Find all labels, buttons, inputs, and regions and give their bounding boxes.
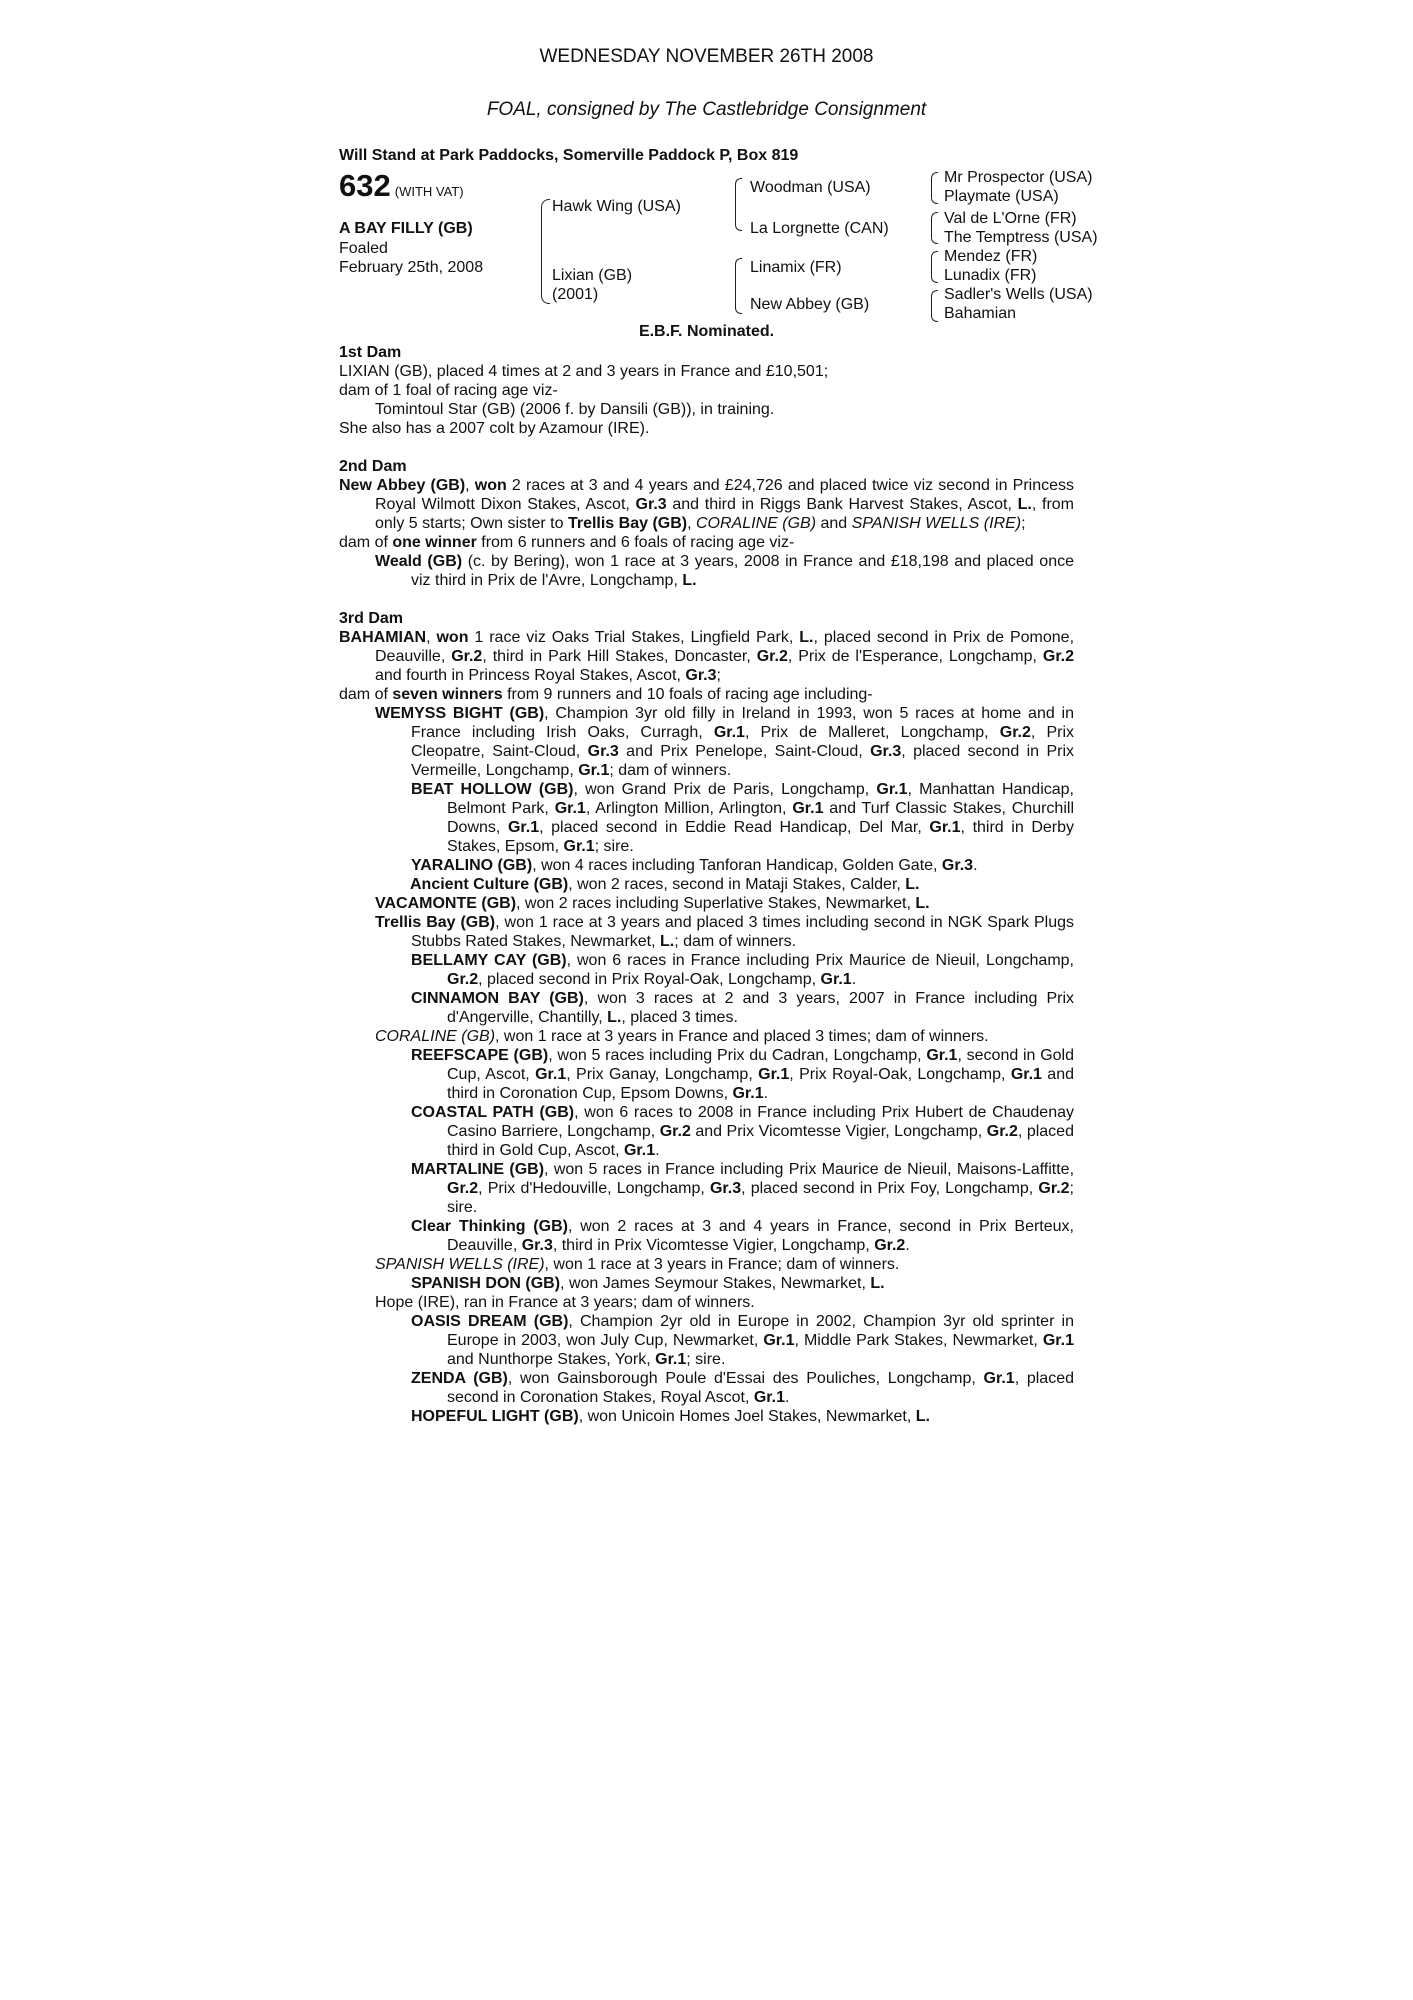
- pedigree-brace-g4: [931, 290, 938, 322]
- pedigree-brace-dam: [735, 258, 742, 314]
- pedigree-sire-dam: La Lorgnette (CAN): [750, 220, 889, 237]
- entry-coastal-path: COASTAL PATH (GB), won 6 races to 2008 in France including Prix Hubert de Chaudenay Casino Barriere, Longchamp, Gr.2 and Prix Vicomtesse Vigier, Longchamp, Gr.2, placed third in Gold Cup, Ascot, Gr.1.: [411, 1104, 1074, 1159]
- pedigree-g1: Mr Prospector (USA): [944, 169, 1093, 186]
- lot-number-block: [339, 168, 464, 204]
- entry-reefscape: REEFSCAPE (GB), won 5 races including Prix du Cadran, Longchamp, Gr.1, second in Gold Cup, Ascot, Gr.1, Prix Ganay, Longchamp, Gr.1, Prix Royal-Oak, Longchamp, Gr.1 and third in Coronation Cup, Epsom Downs, Gr.1.: [411, 1047, 1075, 1102]
- pedigree-brace-g3: [931, 251, 938, 283]
- entry-zenda: ZENDA (GB), won Gainsborough Poule d'Essai des Pouliches, Longchamp, Gr.1, placed second in Coronation Stakes, Royal Ascot, Gr.1.: [411, 1370, 1074, 1406]
- first-dam-line-1: LIXIAN (GB), placed 4 times at 2 and 3 years in France and £10,501;: [339, 363, 829, 380]
- vat-note: (WITH VAT): [394, 184, 464, 199]
- entry-spanish-wells: SPANISH WELLS (IRE), won 1 race at 3 years in France; dam of winners.: [375, 1256, 900, 1273]
- second-dam-para-3: Weald (GB) (c. by Bering), won 1 race at 3 years, 2008 in France and £18,198 and placed once viz third in Prix de l'Avre, Longchamp, L.: [375, 553, 1074, 589]
- entry-coraline: CORALINE (GB), won 1 race at 3 years in France and placed 3 times; dam of winners.: [375, 1028, 989, 1045]
- entry-wemyss-bight: WEMYSS BIGHT (GB), Champion 3yr old filly in Ireland in 1993, won 5 races at home and in France including Irish Oaks, Curragh, Gr.1, Prix de Malleret, Longchamp, Gr.2, Prix Cleopatre, Saint-Cloud, Gr.3 and Prix Penelope, Saint-Cloud, Gr.3, placed second in Prix Vermeille, Longchamp, Gr.1; dam of winners.: [375, 705, 1075, 779]
- entry-martaline: MARTALINE (GB), won 5 races in France including Prix Maurice de Nieuil, Maisons-Laffitte, Gr.2, Prix d'Hedouville, Longchamp, Gr.3, placed second in Prix Foy, Longchamp, Gr.2; sire.: [411, 1161, 1075, 1216]
- second-dam-para-2: dam of one winner from 6 runners and 6 foals of racing age viz-: [339, 534, 795, 551]
- ebf-text: E.B.F. Nominated.: [638, 323, 775, 340]
- pedigree-dam-dam: New Abbey (GB): [750, 296, 870, 313]
- pedigree-brace-main: [541, 199, 550, 304]
- entry-spanish-don: SPANISH DON (GB), won James Seymour Stakes, Newmarket, L.: [411, 1275, 885, 1292]
- entry-cinnamon-bay: CINNAMON BAY (GB), won 3 races at 2 and 3 years, 2007 in France including Prix d'Angerville, Chantilly, L., placed 3 times.: [411, 990, 1075, 1026]
- pedigree-brace-sire: [735, 178, 742, 231]
- pedigree-notes: [339, 343, 1074, 1426]
- second-dam-heading: 2nd Dam: [339, 458, 407, 475]
- entry-hopeful-light: HOPEFUL LIGHT (GB), won Unicoin Homes Joel Stakes, Newmarket, L.: [411, 1408, 930, 1425]
- pedigree-dam: Lixian (GB): [552, 267, 633, 284]
- pedigree-brace-g2: [931, 212, 938, 244]
- first-dam-line-3: Tomintoul Star (GB) (2006 f. by Dansili (GB)), in training.: [375, 401, 775, 418]
- pedigree-g2: Playmate (USA): [944, 188, 1059, 205]
- second-dam-para-1: New Abbey (GB), won 2 races at 3 and 4 years and £24,726 and placed twice viz second in Princess Royal Wilmott Dixon Stakes, Ascot, Gr.3 and third in Riggs Bank Harvest Stakes, Ascot, L., from only 5 starts; Own sister to Trellis Bay (GB), CORALINE (GB) and SPANISH WELLS (IRE);: [339, 477, 1075, 532]
- entry-yaralino: YARALINO (GB), won 4 races including Tanforan Handicap, Golden Gate, Gr.3.: [411, 857, 978, 874]
- entry-ancient-culture: Ancient Culture (GB), won 2 races, second in Mataji Stakes, Calder, L.: [410, 876, 920, 893]
- lot-number: 632: [339, 168, 391, 203]
- sale-date: WEDNESDAY NOVEMBER 26TH 2008: [539, 46, 874, 67]
- pedigree-dam-year: (2001): [552, 286, 599, 303]
- entry-beat-hollow: BEAT HOLLOW (GB), won Grand Prix de Paris, Longchamp, Gr.1, Manhattan Handicap, Belmont Park, Gr.1, Arlington Million, Arlington, Gr.1 and Turf Classic Stakes, Churchill Downs, Gr.1, placed second in Eddie Read Handicap, Del Mar, Gr.1, third in Derby Stakes, Epsom, Gr.1; sire.: [411, 781, 1075, 855]
- pedigree-g5: Mendez (FR): [944, 248, 1038, 265]
- pedigree-g3: Val de L'Orne (FR): [944, 210, 1077, 227]
- ebf-nominated: [0, 323, 1413, 341]
- stand-location: Will Stand at Park Paddocks, Somerville Paddock P, Box 819: [339, 147, 799, 164]
- foaled-info: [339, 239, 483, 277]
- pedigree-g6: Lunadix (FR): [944, 267, 1037, 284]
- first-dam-heading: 1st Dam: [339, 344, 402, 361]
- entry-trellis-bay: Trellis Bay (GB), won 1 race at 3 years and placed 3 times including second in NGK Spark Plugs Stubbs Rated Stakes, Newmarket, L.; dam of winners.: [375, 914, 1074, 950]
- consignment-line: FOAL, consigned by The Castlebridge Consignment: [486, 99, 927, 120]
- third-dam-bahamian: BAHAMIAN, won 1 race viz Oaks Trial Stakes, Lingfield Park, L., placed second in Prix de Pomone, Deauville, Gr.2, third in Park Hill Stakes, Doncaster, Gr.2, Prix de l'Esperance, Longchamp, Gr.2 and fourth in Princess Royal Stakes, Ascot, Gr.3;: [339, 629, 1075, 684]
- entry-oasis-dream: OASIS DREAM (GB), Champion 2yr old in Europe in 2002, Champion 3yr old sprinter in Europe in 2003, won July Cup, Newmarket, Gr.1, Middle Park Stakes, Newmarket, Gr.1 and Nunthorpe Stakes, York, Gr.1; sire.: [411, 1313, 1074, 1368]
- pedigree-sire-sire: Woodman (USA): [750, 179, 871, 196]
- foaled-label: Foaled: [339, 240, 388, 257]
- first-dam-line-4: She also has a 2007 colt by Azamour (IRE).: [339, 420, 650, 437]
- pedigree-sire: Hawk Wing (USA): [552, 198, 681, 215]
- foaled-date: February 25th, 2008: [339, 259, 484, 276]
- first-dam-line-2: dam of 1 foal of racing age viz-: [339, 382, 558, 399]
- pedigree-g8: Bahamian: [944, 305, 1017, 322]
- horse-name: A BAY FILLY (GB): [339, 220, 473, 237]
- entry-vacamonte: VACAMONTE (GB), won 2 races including Superlative Stakes, Newmarket, L.: [375, 895, 930, 912]
- third-dam-heading: 3rd Dam: [339, 610, 404, 627]
- third-dam-produce: dam of seven winners from 9 runners and 10 foals of racing age including-: [339, 686, 873, 703]
- pedigree-g4: The Temptress (USA): [944, 229, 1098, 246]
- entry-clear-thinking: Clear Thinking (GB), won 2 races at 3 and 4 years in France, second in Prix Berteux, Deauville, Gr.3, third in Prix Vicomtesse Vigier, Longchamp, Gr.2.: [411, 1218, 1074, 1254]
- entry-hope: Hope (IRE), ran in France at 3 years; dam of winners.: [375, 1294, 755, 1311]
- pedigree-dam-sire: Linamix (FR): [750, 259, 842, 276]
- pedigree-brace-g1: [931, 172, 938, 204]
- entry-bellamy-cay: BELLAMY CAY (GB), won 6 races in France including Prix Maurice de Nieuil, Longchamp, Gr.2, placed second in Prix Royal-Oak, Longchamp, Gr.1.: [411, 952, 1075, 988]
- pedigree-g7: Sadler's Wells (USA): [944, 286, 1093, 303]
